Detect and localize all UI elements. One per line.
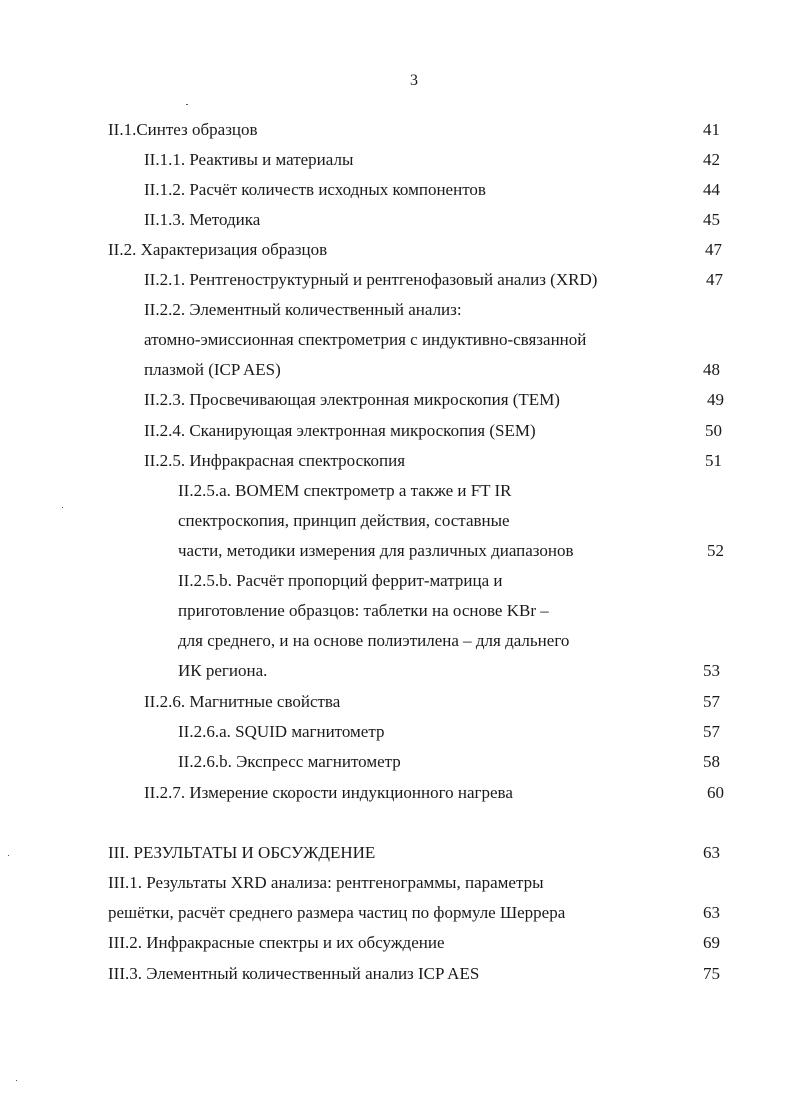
toc-page-number: 50	[705, 421, 722, 440]
toc-page-number: 45	[703, 210, 720, 229]
toc-entry: решётки, расчёт среднего размера частиц по формуле Шеррера	[108, 903, 566, 922]
toc-entry: II.2.6.b. Экспресс магнитометр	[178, 752, 401, 771]
toc-page-number: 57	[703, 692, 720, 711]
toc-entry: II.2.6.a. SQUID магнитометр	[178, 722, 385, 741]
toc-page-number: 58	[703, 752, 720, 771]
toc-entry: II.2.4. Сканирующая электронная микроскопия (SEM)	[144, 421, 536, 440]
toc-page-number: 41	[703, 120, 720, 139]
toc-page-number: 49	[707, 390, 724, 409]
toc-entry: II.2.5.b. Расчёт пропорций феррит-матрица и	[178, 571, 503, 590]
toc-entry: II.2. Характеризация образцов	[108, 240, 328, 259]
toc-page-number: 63	[703, 843, 720, 862]
scan-speck	[8, 855, 9, 856]
toc-page-number: 69	[703, 933, 720, 952]
toc-entry: II.2.6. Магнитные свойства	[144, 692, 341, 711]
toc-entry: III.2. Инфракрасные спектры и их обсуждение	[108, 933, 445, 952]
toc-entry: атомно-эмиссионная спектрометрия с индуктивно-связанной	[144, 330, 587, 349]
toc-page-number: 47	[706, 270, 723, 289]
toc-entry: III.1. Результаты XRD анализа: рентгенограммы, параметры	[108, 873, 544, 892]
toc-page-number: 51	[705, 451, 722, 470]
toc-entry: II.1.2. Расчёт количеств исходных компонентов	[144, 180, 486, 199]
toc-page-number: 75	[703, 964, 720, 983]
scan-speck	[62, 507, 63, 508]
toc-entry: II.2.7. Измерение скорости индукционного нагрева	[144, 783, 513, 802]
toc-page-number: 63	[703, 903, 720, 922]
toc-entry: для среднего, и на основе полиэтилена – для дальнего	[178, 631, 570, 650]
toc-page-number: 47	[705, 240, 722, 259]
toc-page-number: 48	[703, 360, 720, 379]
toc-entry: II.1.3. Методика	[144, 210, 261, 229]
toc-page-number: 53	[703, 661, 720, 680]
toc-entry: II.2.2. Элементный количественный анализ:	[144, 300, 462, 319]
toc-page-number: 57	[703, 722, 720, 741]
toc-entry: части, методики измерения для различных диапазонов	[178, 541, 574, 560]
toc-entry: III. РЕЗУЛЬТАТЫ И ОБСУЖДЕНИЕ	[108, 843, 376, 862]
scan-speck	[186, 104, 188, 105]
toc-entry: II.2.5.a. BOMEM спектрометр а также и FT IR	[178, 481, 512, 500]
toc-page-number: 52	[707, 541, 724, 560]
toc-entry: II.2.1. Рентгеноструктурный и рентгенофазовый анализ (XRD)	[144, 270, 598, 289]
toc-page-number: 44	[703, 180, 720, 199]
page-number: 3	[410, 72, 418, 89]
toc-entry: III.3. Элементный количественный анализ ICP AES	[108, 964, 480, 983]
toc-entry: ИК региона.	[178, 661, 268, 680]
toc-entry: приготовление образцов: таблетки на основе KBr –	[178, 601, 549, 620]
toc-page-number: 42	[703, 150, 720, 169]
toc-entry: II.1.Синтез образцов	[108, 120, 258, 139]
toc-entry: II.1.1. Реактивы и материалы	[144, 150, 354, 169]
toc-entry: II.2.3. Просвечивающая электронная микроскопия (TEM)	[144, 390, 560, 409]
toc-page-number: 60	[707, 783, 724, 802]
toc-entry: II.2.5. Инфракрасная спектроскопия	[144, 451, 406, 470]
scan-speck	[16, 1080, 17, 1081]
toc-entry: спектроскопия, принцип действия, составные	[178, 511, 510, 530]
toc-entry: плазмой (ICP AES)	[144, 360, 281, 379]
